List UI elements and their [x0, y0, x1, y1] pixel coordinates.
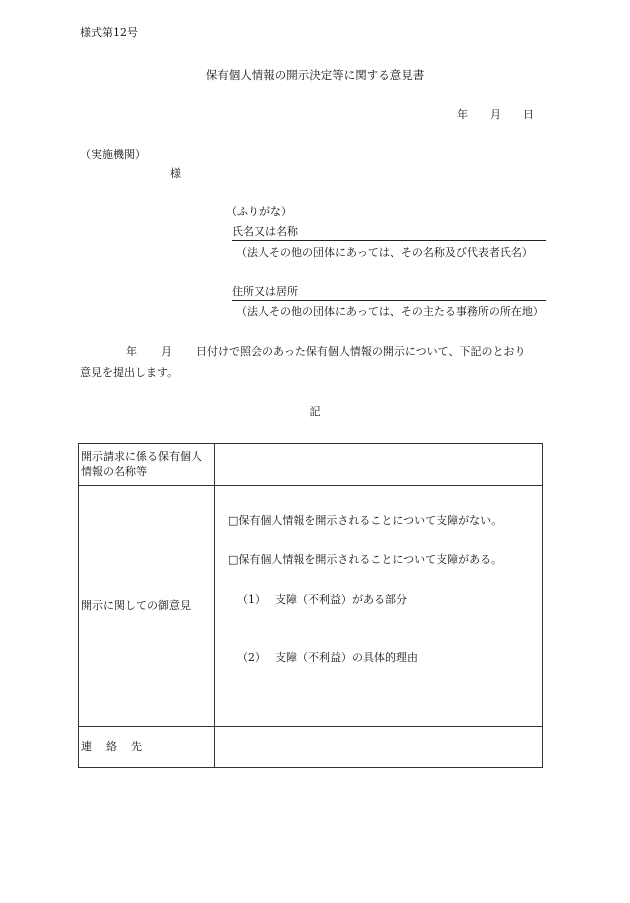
- form-number: 様式第12号: [80, 26, 138, 39]
- name-note: （法人その他の団体にあっては、その名称及び代表者氏名）: [236, 246, 533, 259]
- table-row: [79, 444, 543, 486]
- contact-label-char3: 先: [131, 739, 142, 753]
- info-name-label-line2: 情報の名称等: [81, 464, 147, 478]
- document-title: 保有個人情報の開示決定等に関する意見書: [205, 68, 425, 82]
- body-month: 月: [161, 345, 172, 358]
- contact-input[interactable]: [215, 727, 543, 768]
- body-year: 年: [126, 345, 137, 358]
- date-day: 日: [523, 108, 534, 121]
- body-line1-rest: 日付けで照会のあった保有個人情報の開示について、下記のとおり: [196, 345, 526, 358]
- contact-label-char2: 絡: [106, 739, 117, 753]
- sub-item-2: [237, 651, 418, 665]
- contact-label-char1: 連: [81, 739, 92, 753]
- table-row: [79, 486, 543, 727]
- ki-heading: 記: [309, 405, 321, 418]
- option-no-issue[interactable]: [228, 514, 502, 528]
- option-issue-text: 保有個人情報を開示されることについて支障がある。: [238, 553, 503, 566]
- address-note: （法人その他の団体にあっては、その主たる事務所の所在地）: [236, 305, 544, 318]
- info-name-label: [79, 444, 215, 486]
- table-row: [79, 727, 543, 768]
- info-name-input[interactable]: [215, 444, 543, 486]
- sub-item-2-text: 支障（不利益）の具体的理由: [275, 651, 418, 664]
- info-name-label-line1: 開示請求に係る保有個人: [81, 450, 202, 464]
- body-line-2: 意見を提出します。: [80, 366, 179, 379]
- date-year: 年: [457, 108, 468, 121]
- furigana-label: （ふりがな）: [226, 205, 292, 218]
- opinion-table: [78, 443, 543, 768]
- option-issue[interactable]: [228, 553, 502, 567]
- name-field[interactable]: [232, 225, 546, 241]
- name-label: 氏名又は名称: [232, 225, 298, 238]
- opinion-cell: [215, 486, 543, 727]
- option-no-issue-text: 保有個人情報を開示されることについて支障がない。: [238, 514, 503, 527]
- contact-label: [79, 727, 215, 768]
- address-label: 住所又は居所: [232, 285, 298, 298]
- body-line-1: [80, 345, 525, 359]
- opinion-label: 開示に関しての御意見: [79, 486, 215, 727]
- date-month: 月: [490, 108, 501, 121]
- sub-item-1-text: 支障（不利益）がある部分: [275, 593, 407, 606]
- checkbox-no-issue[interactable]: □: [228, 514, 239, 527]
- agency-label: （実施機関）: [80, 148, 146, 161]
- checkbox-issue[interactable]: □: [228, 553, 239, 566]
- sub-item-1: [237, 593, 407, 607]
- sub-item-1-number: （1）: [237, 593, 266, 606]
- date-line: [457, 108, 534, 122]
- honorific-sama: 様: [170, 167, 181, 180]
- address-field[interactable]: [232, 285, 546, 301]
- sub-item-2-number: （2）: [237, 651, 266, 664]
